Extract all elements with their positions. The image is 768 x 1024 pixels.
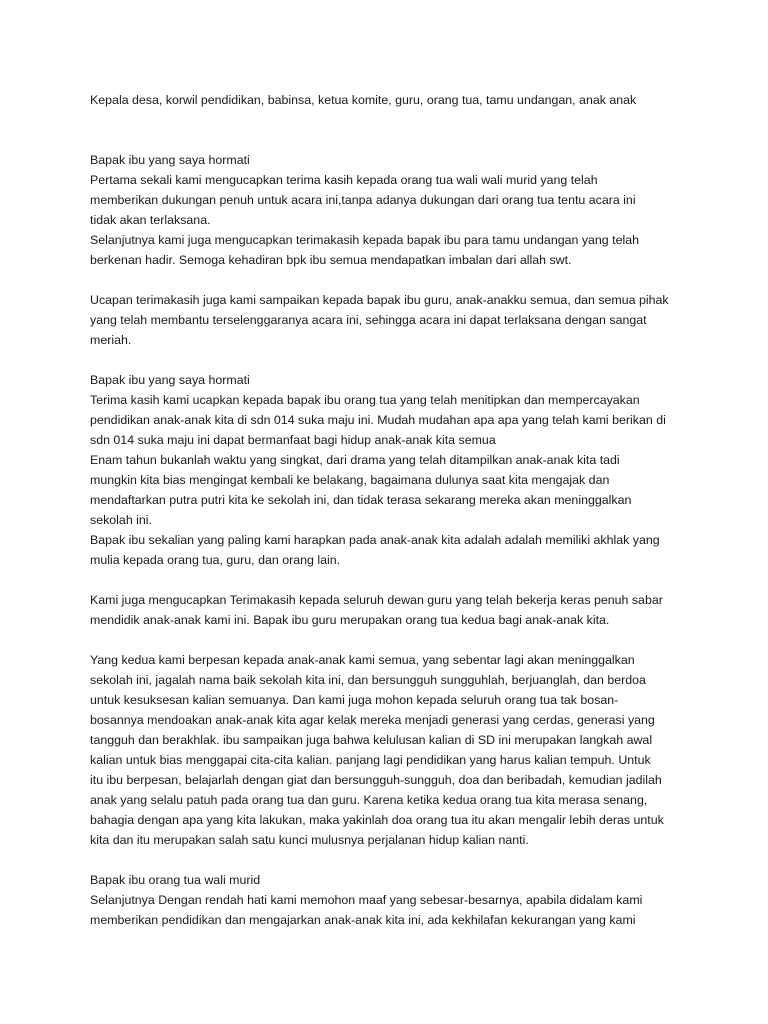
text-line: Bapak ibu orang tua wali murid bbox=[90, 873, 261, 887]
text-line: pendidikan anak-anak kita di sdn 014 suka maju ini. Mudah mudahan apa apa yang telah kami berikan di bbox=[90, 413, 666, 427]
text-line: sekolah ini, jagalah nama baik sekolah kita ini, dan bersungguh sungguhlah, berjuanglah, dan berdoa bbox=[90, 673, 646, 687]
text-line: memberikan pendidikan dan mengajarkan anak-anak kita ini, ada kekhilafan kekurangan yang kami bbox=[90, 913, 636, 927]
text-line: kalian untuk bias menggapai cita-cita kalian. panjang lagi pendidikan yang harus kalian tempuh. Untuk bbox=[90, 753, 651, 767]
text-line: tangguh dan berakhlak. ibu sampaikan juga bahwa kelulusan kalian di SD ini merupakan langkah awal bbox=[90, 733, 653, 747]
text-line: Yang kedua kami berpesan kepada anak-anak kami semua, yang sebentar lagi akan meninggalkan bbox=[90, 653, 635, 667]
paragraph bbox=[90, 150, 690, 270]
text-line: Enam tahun bukanlah waktu yang singkat, dari drama yang telah ditampilkan anak-anak kita tadi bbox=[90, 453, 620, 467]
text-line: sdn 014 suka maju ini dapat bermanfaat bagi hidup anak-anak kita semua bbox=[90, 433, 496, 447]
text-line: Selanjutnya kami juga mengucapkan terimakasih kepada bapak ibu para tamu undangan yang telah bbox=[90, 233, 639, 247]
paragraph-gap bbox=[90, 570, 690, 590]
text-line: mendidik anak-anak kami ini. Bapak ibu guru merupakan orang tua kedua bagi anak-anak kita. bbox=[90, 613, 610, 627]
text-line: sekolah ini. bbox=[90, 513, 152, 527]
text-line: anak yang selalu patuh pada orang tua dan guru. Karena ketika kedua orang tua kita merasa senang, bbox=[90, 793, 648, 807]
text-line: mulia kepada orang tua, guru, dan orang lain. bbox=[90, 553, 341, 567]
text-line: Kami juga mengucapkan Terimakasih kepada seluruh dewan guru yang telah bekerja keras penuh sabar bbox=[90, 593, 663, 607]
paragraph-gap bbox=[90, 350, 690, 370]
paragraph bbox=[90, 290, 690, 350]
text-line: Bapak ibu yang saya hormati bbox=[90, 373, 250, 387]
text-line: Kepala desa, korwil pendidikan, babinsa, ketua komite, guru, orang tua, tamu undangan, anak anak bbox=[90, 93, 637, 107]
paragraph bbox=[90, 650, 690, 850]
text-line: mendaftarkan putra putri kita ke sekolah ini, dan tidak terasa sekarang mereka akan meninggalkan bbox=[90, 493, 632, 507]
text-line: yang telah membantu terselenggaranya acara ini, sehingga acara ini dapat terlaksana dengan sangat bbox=[90, 313, 647, 327]
text-line: bosannya mendoakan anak-anak kita agar kelak mereka menjadi generasi yang cerdas, generasi yang bbox=[90, 713, 655, 727]
text-line: mungkin kita bias mengingat kembali ke belakang, bagaimana dulunya saat kita mengajak dan bbox=[90, 473, 610, 487]
text-line: berkenan hadir. Semoga kehadiran bpk ibu semua mendapatkan imbalan dari allah swt. bbox=[90, 253, 572, 267]
text-line: bahagia dengan apa yang kita lakukan, maka yakinlah doa orang tua itu akan mengalir lebih deras untuk bbox=[90, 813, 664, 827]
text-line: memberikan dukungan penuh untuk acara ini,tanpa adanya dukungan dari orang tua tentu acara ini bbox=[90, 193, 636, 207]
text-line: tidak akan terlaksana. bbox=[90, 213, 211, 227]
paragraph bbox=[90, 90, 690, 110]
text-line: itu ibu berpesan, belajarlah dengan giat dan bersungguh-sungguh, doa dan beribadah, kemudian jadilah bbox=[90, 773, 662, 787]
text-line: Bapak ibu yang saya hormati bbox=[90, 153, 250, 167]
text-line: Selanjutnya Dengan rendah hati kami memohon maaf yang sebesar-besarnya, apabila didalam kami bbox=[90, 893, 643, 907]
text-line: Terima kasih kami ucapkan kepada bapak ibu orang tua yang telah menitipkan dan mempercayakan bbox=[90, 393, 640, 407]
text-line: Pertama sekali kami mengucapkan terima kasih kepada orang tua wali wali murid yang telah bbox=[90, 173, 598, 187]
text-line: Ucapan terimakasih juga kami sampaikan kepada bapak ibu guru, anak-anakku semua, dan semua pihak bbox=[90, 293, 669, 307]
paragraph-gap bbox=[90, 630, 690, 650]
text-line: untuk kesuksesan kalian semuanya. Dan kami juga mohon kepada seluruh orang tua tak bosan- bbox=[90, 693, 619, 707]
paragraph-gap bbox=[90, 850, 690, 870]
document-body bbox=[90, 90, 690, 930]
text-line: meriah. bbox=[90, 333, 132, 347]
text-line: Bapak ibu sekalian yang paling kami harapkan pada anak-anak kita adalah adalah memiliki akhlak yang bbox=[90, 533, 660, 547]
paragraph-gap bbox=[90, 270, 690, 290]
paragraph bbox=[90, 370, 690, 570]
paragraph bbox=[90, 870, 690, 930]
text-line: kita dan itu merupakan salah satu kunci mulusnya perjalanan hidup kalian nanti. bbox=[90, 833, 529, 847]
paragraph bbox=[90, 590, 690, 630]
paragraph-gap bbox=[90, 110, 690, 150]
